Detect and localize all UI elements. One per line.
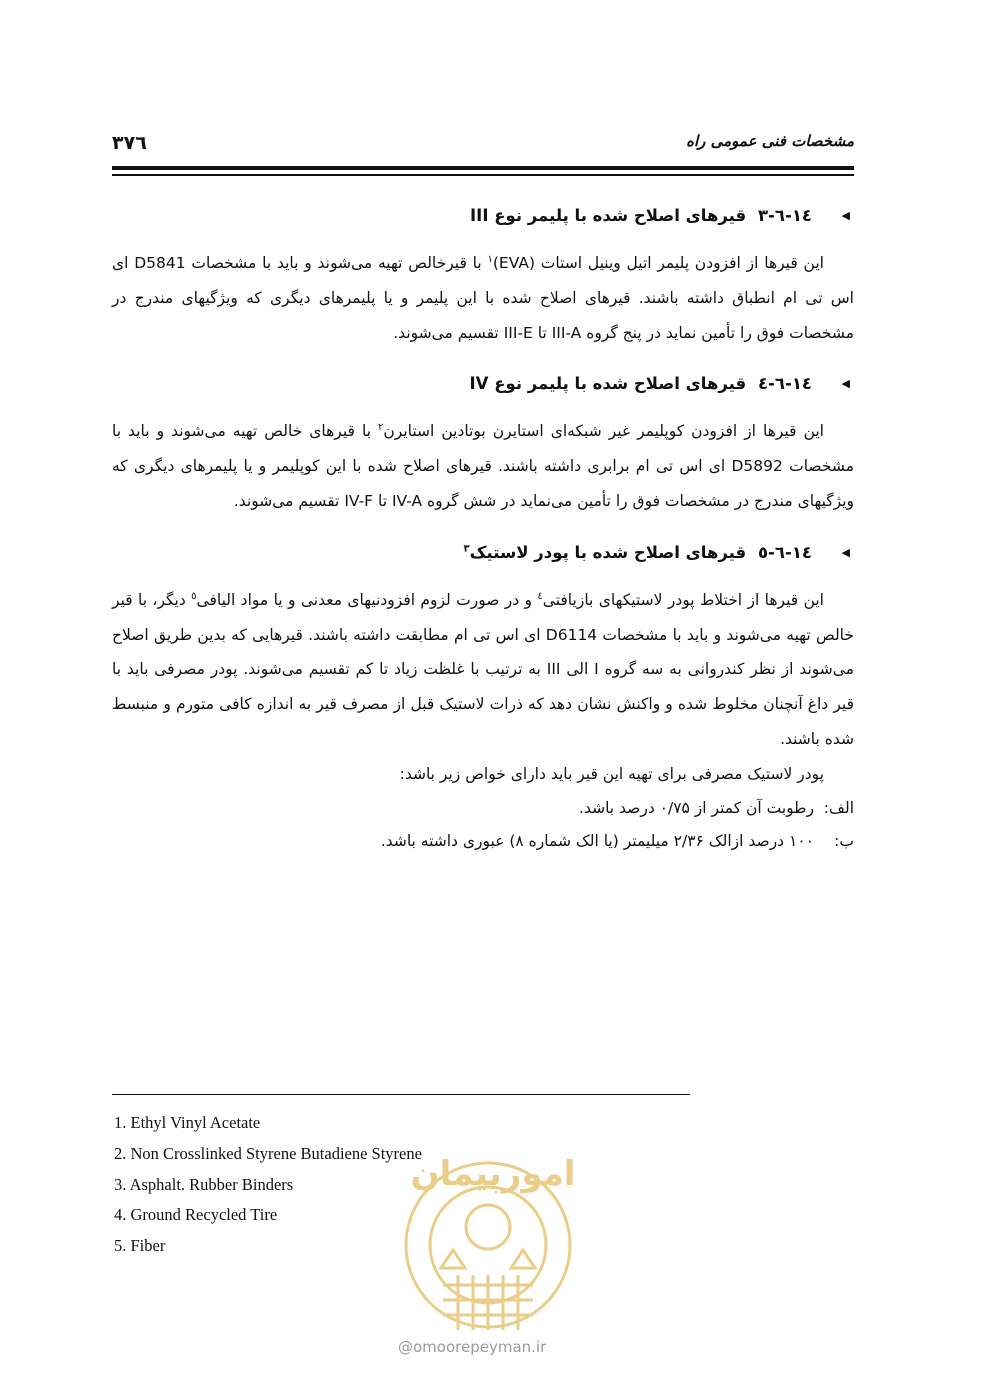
section-title: قیرهای اصلاح شده با پودر لاستیک bbox=[469, 542, 747, 562]
footnote-ref: ١ bbox=[487, 253, 493, 265]
paragraph-text: با قیرخالص تهیه می‌شوند و باید با مشخصات D5841 ای اس تی ام انطباق داشته باشند. قیرهای اصلاح شده با این پلیمر و یا پلیمرهای دیگری که ویژگیهای مندرج در مشخصات فوق را تأمین نماید در پنج گروه III-A تا III-E تقسیم می‌شوند. bbox=[112, 254, 854, 342]
footnote: 4. Ground Recycled Tire bbox=[114, 1205, 278, 1225]
footnote: 5. Fiber bbox=[114, 1236, 166, 1256]
footnote-ref: ٤ bbox=[537, 590, 543, 602]
footnote: 3. Asphalt. Rubber Binders bbox=[114, 1174, 294, 1194]
section-heading bbox=[112, 200, 854, 232]
footnote-ref: ٥ bbox=[191, 590, 197, 602]
page-content bbox=[112, 200, 854, 858]
header-rule-thick bbox=[112, 166, 854, 170]
section-number: ١٤-٦-٤ bbox=[757, 374, 812, 394]
paragraph-text: دیگر، با قیر خالص تهیه می‌شوند و باید با مشخصات D6114 ای اس تی ام مطابقت داشته باشند. قیرهایی که بدین طریق اصلاح می‌شوند از نظر کندروانی به سه گروه I الی III به ترتیب با غلظت زیاد تا کم تقسیم می‌شوند. پودر مصرفی باید با قیر داغ آنچنان مخلوط شده و واکنش نشان دهد که ذرات لاستیک قبل از مصرف قیر به اندازه کافی متورم و منبسط شده باشند. bbox=[112, 590, 854, 748]
list-item bbox=[112, 825, 854, 858]
section-title: قیرهای اصلاح شده با پلیمر نوع III bbox=[470, 206, 747, 225]
arrow-bullet-icon: ◀ bbox=[841, 545, 850, 559]
footnote: 1. Ethyl Vinyl Acetate bbox=[114, 1113, 261, 1132]
watermark-url: @omoorepeyman.ir bbox=[398, 1338, 547, 1356]
footnote-ref: ٢ bbox=[378, 422, 384, 434]
section-heading bbox=[112, 537, 854, 569]
section-number: ١٤-٦-٣ bbox=[757, 206, 812, 225]
section-paragraph-2 bbox=[112, 757, 854, 792]
list-item bbox=[112, 792, 854, 825]
section-heading bbox=[112, 368, 854, 400]
watermark-logo-text: امورپیمان bbox=[410, 1154, 576, 1194]
header-rule-thin bbox=[112, 174, 854, 176]
paragraph-text: این قیرها از اختلاط پودر لاستیکهای بازیافتی bbox=[542, 590, 824, 609]
book-title: مشخصات فنی عمومی راه bbox=[686, 132, 854, 150]
arrow-bullet-icon: ◀ bbox=[841, 209, 850, 222]
section-paragraph bbox=[112, 583, 854, 757]
list-item-label: ب: bbox=[834, 831, 854, 850]
paragraph-text: پودر لاستیک مصرفی برای تهیه این قیر باید دارای خواص زیر باشد: bbox=[399, 764, 824, 783]
list-item-text: ۱۰۰ درصد ازالک ۲/۳۶ میلیمتر (یا الک شماره ۸) عبوری داشته باشد. bbox=[380, 831, 814, 850]
footnote-divider bbox=[112, 1094, 690, 1095]
paragraph-text: این قیرها از افزودن پلیمر اتیل وینیل استات (EVA) bbox=[492, 254, 824, 272]
footnotes bbox=[114, 1108, 422, 1262]
footnote-ref: ٣ bbox=[463, 543, 470, 555]
paragraph-text: و در صورت لزوم افزودنیهای معدنی و یا مواد الیافی bbox=[196, 590, 538, 609]
list-item-text: رطوبت آن کمتر از ۰/۷۵ درصد باشد. bbox=[579, 798, 814, 817]
section-number: ١٤-٦-٥ bbox=[757, 542, 812, 562]
section-title: قیرهای اصلاح شده با پلیمر نوع IV bbox=[469, 374, 747, 394]
arrow-bullet-icon: ◀ bbox=[841, 377, 850, 391]
paragraph-text: این قیرها از افزودن کوپلیمر غیر شبکه‌ای استایرن بوتادین استایرن bbox=[383, 422, 824, 441]
page-number: ۳۷٦ bbox=[112, 132, 147, 154]
footnote: 2. Non Crosslinked Styrene Butadiene Styrene bbox=[114, 1143, 422, 1163]
watermark-logo bbox=[393, 1135, 593, 1355]
section-paragraph bbox=[112, 246, 854, 350]
paragraph-text: با قیرهای خالص تهیه می‌شوند و باید با مشخصات D5892 ای اس تی ام برابری داشته باشند. قیرهای اصلاح شده با این کوپلیمر و یا پلیمرهای دیگری که ویژگیهای مندرج در مشخصات فوق را تأمین می‌نماید در شش گروه IV-A تا IV-F تقسیم می‌شوند. bbox=[112, 422, 854, 510]
list-item-label: الف: bbox=[823, 798, 854, 817]
page-header bbox=[112, 128, 854, 158]
section-paragraph bbox=[112, 414, 854, 518]
